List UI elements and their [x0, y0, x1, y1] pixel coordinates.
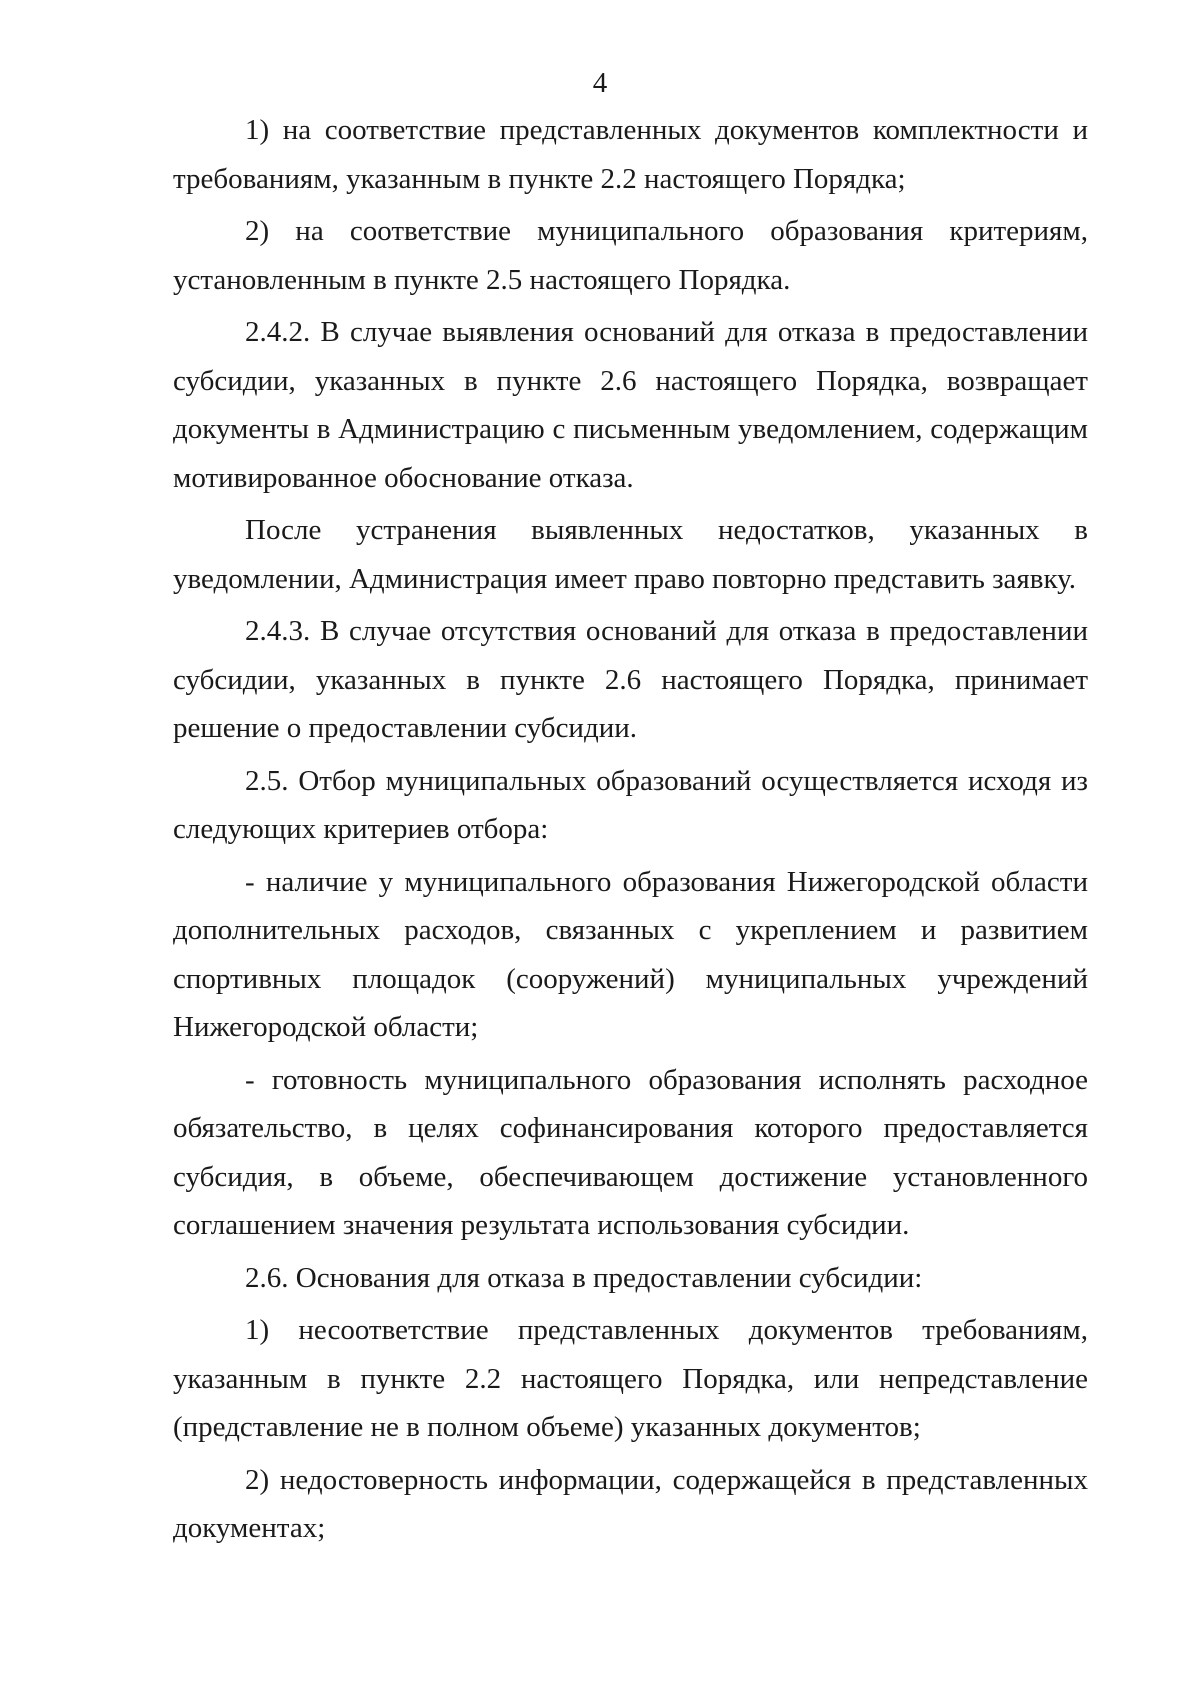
paragraph-2-6: 2.6. Основания для отказа в предоставлении субсидии: — [245, 1261, 923, 1294]
paragraph-2-5: 2.5. Отбор муниципальных образований осуществляется исходя из следующих критериев отбора: — [173, 764, 1088, 845]
paragraph-2-4-3: 2.4.3. В случае отсутствия оснований для отказа в предоставлении субсидии, указанных в пункте 2.6 настоящего Порядка, принимает решение о предоставлении субсидии. — [173, 615, 1088, 744]
document-body — [173, 106, 1088, 1557]
paragraph-item-1: 1) на соответствие представленных документов комплектности и требованиям, указанным в пункте 2.2 настоящего Порядка; — [173, 114, 1088, 195]
page-number: 4 — [592, 67, 608, 99]
criterion-item-2: - готовность муниципального образования исполнять расходное обязательство, в целях софинансирования которого предоставляется субсидия, в объеме, обеспечивающем достижение установленного соглашением значения результата использования субсидии. — [173, 1063, 1088, 1241]
refusal-reason-2: 2) недостоверность информации, содержащейся в представленных документах; — [173, 1463, 1088, 1544]
paragraph-after-correction: После устранения выявленных недостатков, указанных в уведомлении, Администрация имеет право повторно представить заявку. — [173, 514, 1088, 595]
paragraph-2-4-2: 2.4.2. В случае выявления оснований для отказа в предоставлении субсидии, указанных в пункте 2.6 настоящего Порядка, возвращает документы в Администрацию с письменным уведомлением, содержащим мотивированное обоснование отказа. — [173, 316, 1088, 494]
criterion-item-1: - наличие у муниципального образования Нижегородской области дополнительных расходов, связанных с укреплением и развитием спортивных площадок (сооружений) муниципальных учреждений Нижегородской области; — [173, 865, 1088, 1043]
paragraph-item-2: 2) на соответствие муниципального образования критериям, установленным в пункте 2.5 настоящего Порядка. — [173, 215, 1088, 296]
refusal-reason-1: 1) несоответствие представленных документов требованиям, указанным в пункте 2.2 настоящего Порядка, или непредставление (представление не в полном объеме) указанных документов; — [173, 1314, 1088, 1443]
